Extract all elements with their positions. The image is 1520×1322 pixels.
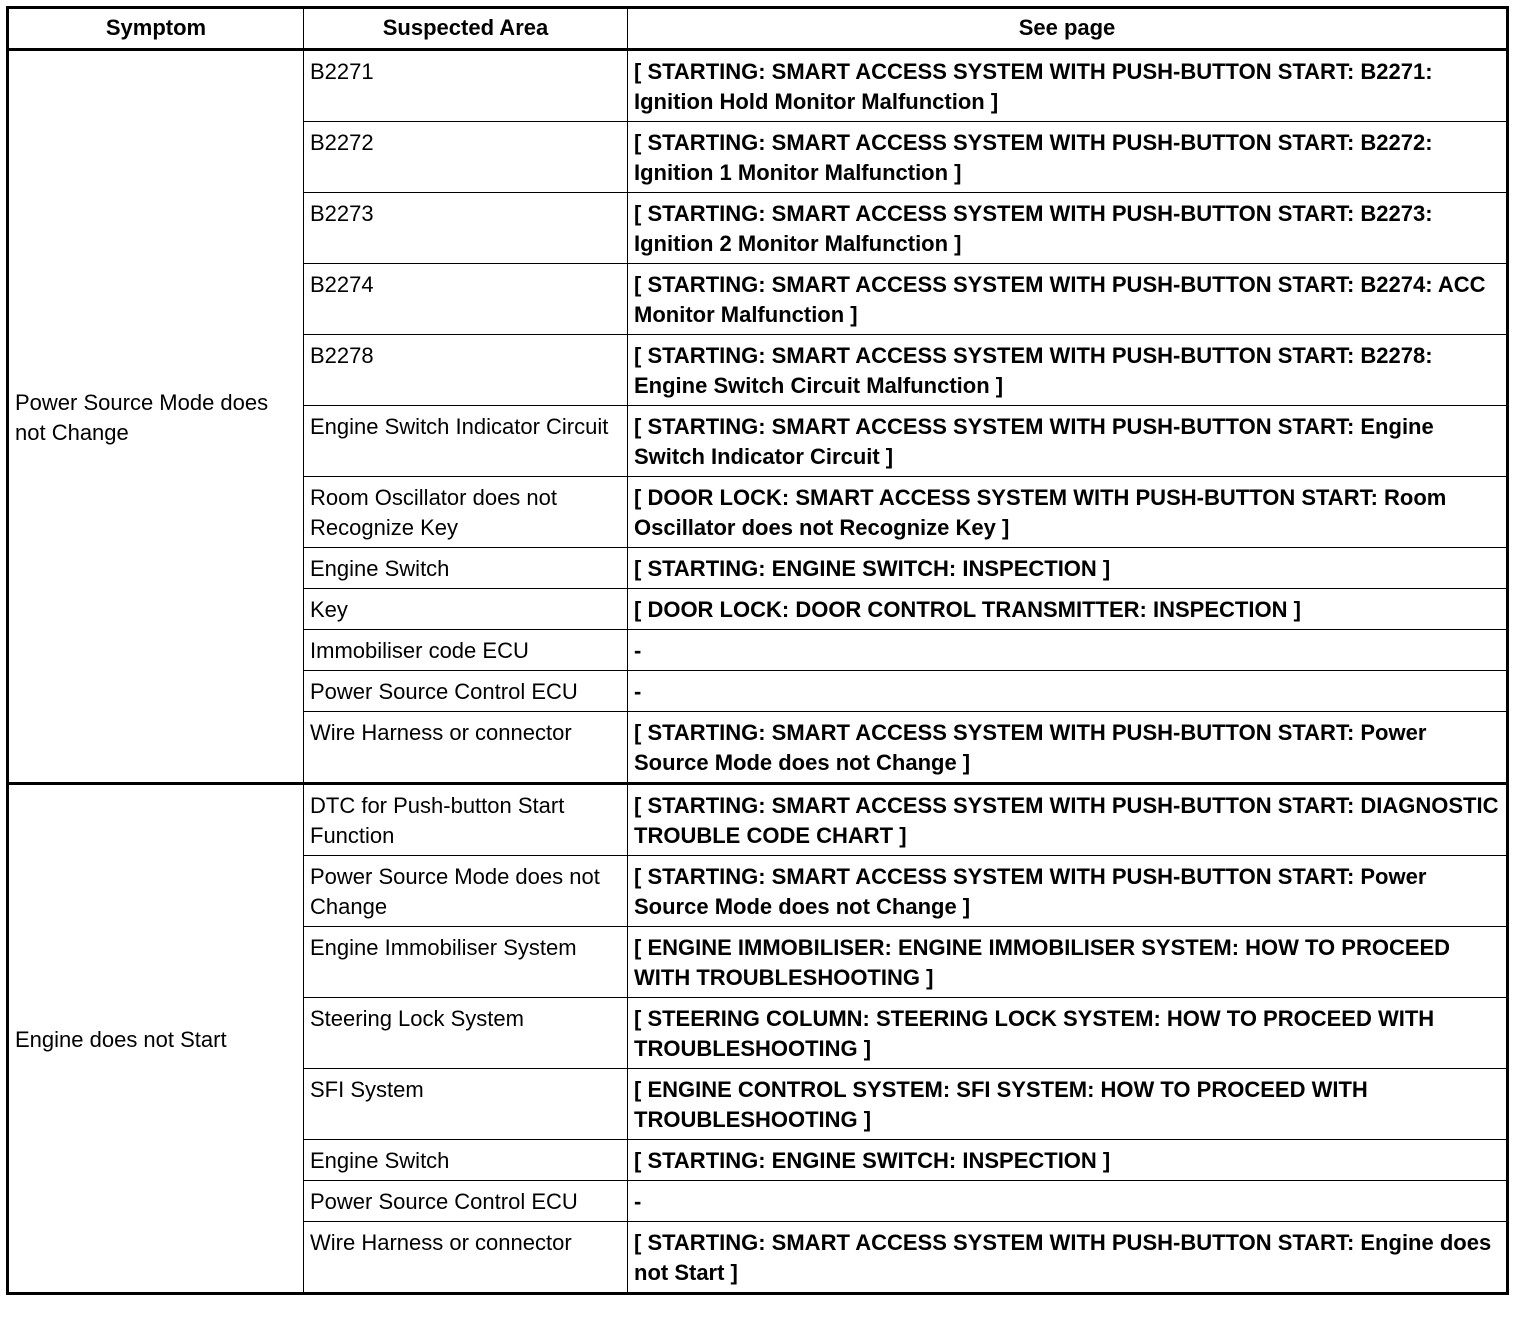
see-page-cell: [ STEERING COLUMN: STEERING LOCK SYSTEM: HOW TO PROCEED WITH TROUBLESHOOTING ] (628, 998, 1508, 1069)
see-page-cell: - (628, 1181, 1508, 1222)
suspected-area-cell: B2272 (304, 122, 628, 193)
suspected-area-cell: B2271 (304, 50, 628, 122)
suspected-area-cell: B2273 (304, 193, 628, 264)
see-page-cell: [ STARTING: SMART ACCESS SYSTEM WITH PUSH-BUTTON START: Engine does not Start ] (628, 1222, 1508, 1294)
see-page-cell: - (628, 630, 1508, 671)
see-page-cell: [ STARTING: SMART ACCESS SYSTEM WITH PUSH-BUTTON START: B2278: Engine Switch Circuit Malfunction ] (628, 335, 1508, 406)
suspected-area-cell: Engine Switch (304, 1140, 628, 1181)
see-page-cell: [ STARTING: SMART ACCESS SYSTEM WITH PUSH-BUTTON START: B2274: ACC Monitor Malfunction ] (628, 264, 1508, 335)
table-body (8, 50, 1508, 1294)
see-page-cell: [ ENGINE IMMOBILISER: ENGINE IMMOBILISER SYSTEM: HOW TO PROCEED WITH TROUBLESHOOTING ] (628, 927, 1508, 998)
symptom-cell: Power Source Mode does not Change (8, 50, 304, 784)
header-see-page: See page (628, 8, 1508, 50)
suspected-area-cell: SFI System (304, 1069, 628, 1140)
suspected-area-cell: Immobiliser code ECU (304, 630, 628, 671)
see-page-cell: [ STARTING: SMART ACCESS SYSTEM WITH PUSH-BUTTON START: Power Source Mode does not Change ] (628, 856, 1508, 927)
table-row (8, 784, 1508, 856)
see-page-cell: [ DOOR LOCK: DOOR CONTROL TRANSMITTER: INSPECTION ] (628, 589, 1508, 630)
see-page-cell: [ STARTING: SMART ACCESS SYSTEM WITH PUSH-BUTTON START: B2272: Ignition 1 Monitor Malfunction ] (628, 122, 1508, 193)
suspected-area-cell: Power Source Control ECU (304, 1181, 628, 1222)
troubleshooting-table (6, 6, 1509, 1295)
header-symptom: Symptom (8, 8, 304, 50)
suspected-area-cell: DTC for Push-button Start Function (304, 784, 628, 856)
suspected-area-cell: Engine Switch (304, 548, 628, 589)
suspected-area-cell: Power Source Mode does not Change (304, 856, 628, 927)
see-page-cell: [ STARTING: SMART ACCESS SYSTEM WITH PUSH-BUTTON START: B2273: Ignition 2 Monitor Malfunction ] (628, 193, 1508, 264)
see-page-cell: [ STARTING: ENGINE SWITCH: INSPECTION ] (628, 548, 1508, 589)
suspected-area-cell: Room Oscillator does not Recognize Key (304, 477, 628, 548)
suspected-area-cell: Wire Harness or connector (304, 1222, 628, 1294)
table-row (8, 50, 1508, 122)
suspected-area-cell: Steering Lock System (304, 998, 628, 1069)
see-page-cell: - (628, 671, 1508, 712)
suspected-area-cell: B2274 (304, 264, 628, 335)
header-suspected-area: Suspected Area (304, 8, 628, 50)
suspected-area-cell: Engine Immobiliser System (304, 927, 628, 998)
see-page-cell: [ STARTING: SMART ACCESS SYSTEM WITH PUSH-BUTTON START: Engine Switch Indicator Circuit ] (628, 406, 1508, 477)
see-page-cell: [ STARTING: SMART ACCESS SYSTEM WITH PUSH-BUTTON START: Power Source Mode does not Change ] (628, 712, 1508, 784)
suspected-area-cell: Wire Harness or connector (304, 712, 628, 784)
symptom-cell: Engine does not Start (8, 784, 304, 1294)
see-page-cell: [ STARTING: SMART ACCESS SYSTEM WITH PUSH-BUTTON START: B2271: Ignition Hold Monitor Malfunction ] (628, 50, 1508, 122)
see-page-cell: [ ENGINE CONTROL SYSTEM: SFI SYSTEM: HOW TO PROCEED WITH TROUBLESHOOTING ] (628, 1069, 1508, 1140)
see-page-cell: [ STARTING: ENGINE SWITCH: INSPECTION ] (628, 1140, 1508, 1181)
troubleshooting-table-container (6, 6, 1506, 1295)
see-page-cell: [ DOOR LOCK: SMART ACCESS SYSTEM WITH PUSH-BUTTON START: Room Oscillator does not Recognize Key ] (628, 477, 1508, 548)
table-header-row (8, 8, 1508, 50)
see-page-cell: [ STARTING: SMART ACCESS SYSTEM WITH PUSH-BUTTON START: DIAGNOSTIC TROUBLE CODE CHART ] (628, 784, 1508, 856)
suspected-area-cell: B2278 (304, 335, 628, 406)
suspected-area-cell: Engine Switch Indicator Circuit (304, 406, 628, 477)
suspected-area-cell: Power Source Control ECU (304, 671, 628, 712)
suspected-area-cell: Key (304, 589, 628, 630)
